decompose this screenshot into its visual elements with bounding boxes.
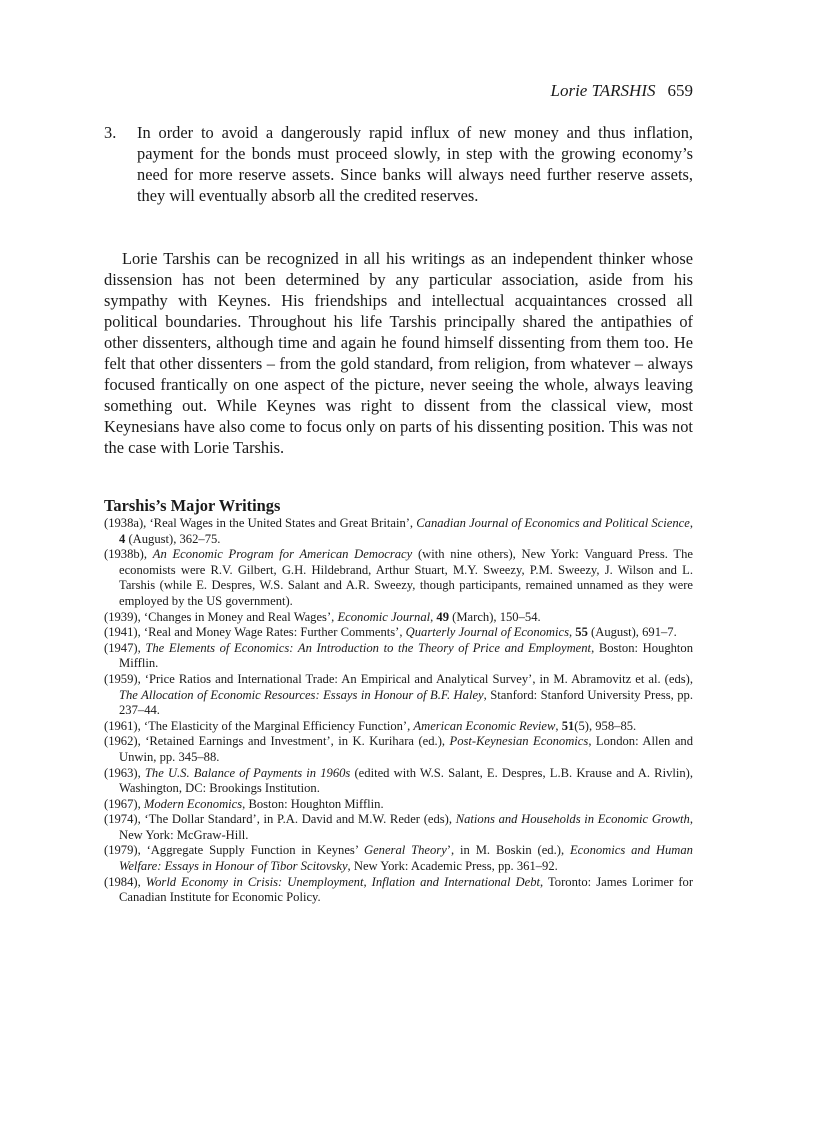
running-title: Lorie TARSHIS xyxy=(550,81,656,100)
reference-item: (1979), ‘Aggregate Supply Function in Keynes’ General Theory’, in M. Boskin (ed.), Economics and Human Welfare: Essays in Honour of Tibor Scitovsky, New York: Academic Press, pp. 361–92. xyxy=(104,843,693,874)
reference-item: (1984), World Economy in Crisis: Unemployment, Inflation and International Debt, Toronto: James Lorimer for Canadian Institute for Economic Policy. xyxy=(104,874,694,905)
reference-item: (1959), ‘Price Ratios and International Trade: An Empirical and Analytical Survey’, in M. Abramovitz et al. (eds), The Allocation of Economic Resources: Essays in Honour of B.F. Haley, Stanford: Stanford University Press, pp. 237–44. xyxy=(104,671,694,718)
reference-item: (1961), ‘The Elasticity of the Marginal Efficiency Function’, American Economic Review, 51(5), 958–85. xyxy=(104,718,637,733)
reference-item: (1963), The U.S. Balance of Payments in 1960s (edited with W.S. Salant, E. Despres, L.B. Krause and A. Rivlin), Washington, DC: Brookings Institution. xyxy=(104,765,694,796)
reference-item: (1974), ‘The Dollar Standard’, in P.A. David and M.W. Reder (eds), Nations and Households in Economic Growth, New York: McGraw-Hill. xyxy=(104,812,694,842)
list-marker: 3. xyxy=(104,123,117,142)
numbered-list-item xyxy=(104,122,693,206)
reference-item: (1967), Modern Economics, Boston: Houghton Mifflin. xyxy=(104,796,384,811)
reference-item: (1939), ‘Changes in Money and Real Wages’, Economic Journal, 49 (March), 150–54. xyxy=(104,609,541,624)
page-number: 659 xyxy=(667,81,693,100)
reference-item: (1947), The Elements of Economics: An Introduction to the Theory of Price and Employment, Boston: Houghton Mifflin. xyxy=(104,640,694,671)
running-head xyxy=(104,80,693,102)
body-paragraph: Lorie Tarshis can be recognized in all his writings as an independent thinker whose dissension has not been determined by any particular association, aside from his sympathy with Keynes. His friendships and intellectual acquaintances crossed all political boundaries. Throughout his life Tarshis principally shared the antipathies of other dissenters, although time and again he found himself dissenting from them too. He felt that other dissenters – from the gold standard, from religion, from whatever – always focused frantically on one aspect of the picture, never seeing the whole, always leaving something out. While Keynes was right to dissent from the classical view, most Keynesians have also come to focus only on parts of his dissenting position. This was not the case with Lorie Tarshis. xyxy=(104,249,693,457)
reference-item: (1938b), An Economic Program for American Democracy (with nine others), New York: Vanguard Press. The economists were R.V. Gilbert, G.H. Hildebrand, Arthur Stuart, M.Y. Sweezy, P.M. Sweezy, J. Wilson and L. Tarshis (while E. Despres, W.S. Salant and A.R. Sweezy, though participants, remained unnamed as they were employed by the US government). xyxy=(104,547,693,608)
reference-item: (1941), ‘Real and Money Wage Rates: Further Comments’, Quarterly Journal of Economics, 55 (August), 691–7. xyxy=(104,625,677,640)
section-heading: Tarshis’s Major Writings xyxy=(104,496,281,515)
reference-item: (1938a), ‘Real Wages in the United States and Great Britain’, Canadian Journal of Economics and Political Science, 4 (August), 362–75. xyxy=(104,516,693,546)
list-item-text: In order to avoid a dangerously rapid influx of new money and thus inflation, payment for the bonds must proceed slowly, in step with the growing economy’s need for more reserve assets. Since banks will always need further reserve assets, they will eventually absorb all the credited reserves. xyxy=(137,123,693,205)
reference-item: (1962), ‘Retained Earnings and Investment’, in K. Kurihara (ed.), Post-Keynesian Economics, London: Allen and Unwin, pp. 345–88. xyxy=(104,734,694,764)
reference-list xyxy=(104,516,693,906)
